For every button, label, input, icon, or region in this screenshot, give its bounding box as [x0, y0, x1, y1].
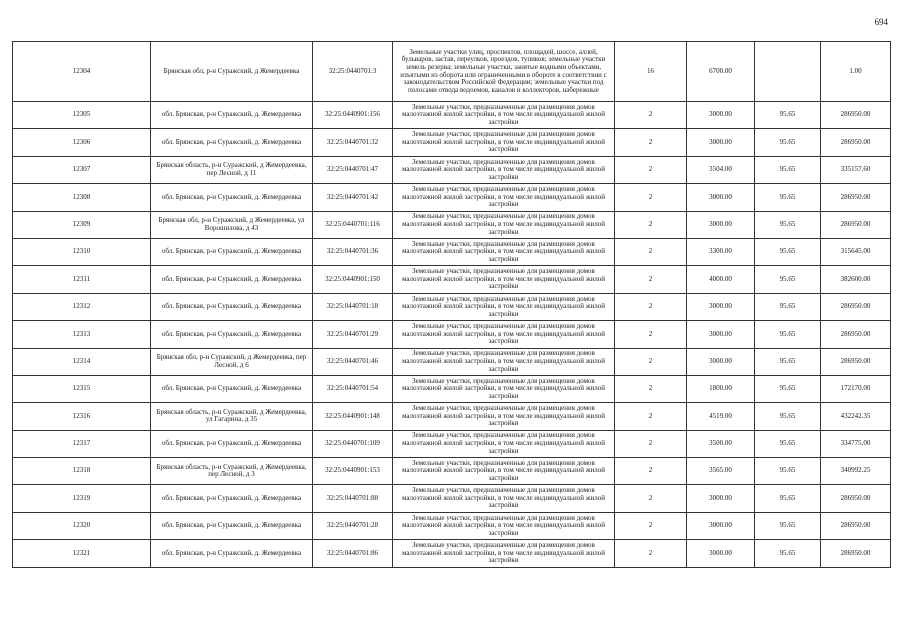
table-row: [13, 375, 891, 402]
table-row: [13, 156, 891, 183]
cadastral-number-cell: 32:25:0440701:36: [313, 238, 393, 265]
cadastral-value-cell: 286950.00: [821, 485, 891, 512]
table-row: [13, 42, 891, 102]
rate-cell: 95.65: [755, 184, 821, 211]
table-row: [13, 403, 891, 430]
land-purpose-cell: Земельные участки, предназначенные для размещения домов малоэтажной жилой застройки, в том числе индивидуальной жилой застройки: [393, 238, 615, 265]
record-id-cell: 12306: [13, 129, 151, 156]
cadastral-number-cell: 32:25:0440701:54: [313, 375, 393, 402]
address-cell: Брянская область, р-н Суражский, д Жемердеевка, пер Лесной, д 3: [151, 458, 313, 485]
record-id-cell: 12317: [13, 430, 151, 457]
rate-cell: [755, 42, 821, 102]
cadastral-number-cell: 32:25:0440701:3: [313, 42, 393, 102]
area-cell: 4519.00: [687, 403, 755, 430]
table-row: [13, 211, 891, 238]
table-row: [13, 129, 891, 156]
cadastral-number-cell: 32:25:0440901:156: [313, 102, 393, 129]
group-cell: 2: [615, 129, 687, 156]
land-purpose-cell: Земельные участки, предназначенные для размещения домов малоэтажной жилой застройки, в том числе индивидуальной жилой застройки: [393, 156, 615, 183]
land-purpose-cell: Земельные участки, предназначенные для размещения домов малоэтажной жилой застройки, в том числе индивидуальной жилой застройки: [393, 211, 615, 238]
rate-cell: 95.65: [755, 403, 821, 430]
rate-cell: 95.65: [755, 512, 821, 539]
address-cell: обл. Брянская, р-н Суражский, д. Жемердеевка: [151, 184, 313, 211]
area-cell: 3000.00: [687, 293, 755, 320]
area-cell: 3000.00: [687, 321, 755, 348]
land-purpose-cell: Земельные участки, предназначенные для размещения домов малоэтажной жилой застройки, в том числе индивидуальной жилой застройки: [393, 375, 615, 402]
area-cell: 3504.00: [687, 156, 755, 183]
table-row: [13, 102, 891, 129]
table-row: [13, 266, 891, 293]
record-id-cell: 12310: [13, 238, 151, 265]
area-cell: 3000.00: [687, 102, 755, 129]
land-purpose-cell: Земельные участки, предназначенные для размещения домов малоэтажной жилой застройки, в том числе индивидуальной жилой застройки: [393, 348, 615, 375]
rate-cell: 95.65: [755, 540, 821, 567]
group-cell: 2: [615, 156, 687, 183]
cadastral-value-cell: 315645.00: [821, 238, 891, 265]
cadastral-value-cell: 286950.00: [821, 211, 891, 238]
cadastral-value-cell: 382600.00: [821, 266, 891, 293]
group-cell: 2: [615, 403, 687, 430]
page-number: 694: [874, 17, 888, 27]
record-id-cell: 12320: [13, 512, 151, 539]
group-cell: 2: [615, 321, 687, 348]
cadastral-number-cell: 32:25:0440901:150: [313, 266, 393, 293]
record-id-cell: 12314: [13, 348, 151, 375]
land-purpose-cell: Земельные участки, предназначенные для размещения домов малоэтажной жилой застройки, в том числе индивидуальной жилой застройки: [393, 184, 615, 211]
rate-cell: 95.65: [755, 485, 821, 512]
table-row: [13, 512, 891, 539]
cadastral-value-cell: 286950.00: [821, 321, 891, 348]
record-id-cell: 12304: [13, 42, 151, 102]
rate-cell: 95.65: [755, 348, 821, 375]
table-row: [13, 184, 891, 211]
land-purpose-cell: Земельные участки, предназначенные для размещения домов малоэтажной жилой застройки, в том числе индивидуальной жилой застройки: [393, 540, 615, 567]
address-cell: Брянская обл, р-н Суражский, д Жемердеевка: [151, 42, 313, 102]
land-purpose-cell: Земельные участки, предназначенные для размещения домов малоэтажной жилой застройки, в том числе индивидуальной жилой застройки: [393, 403, 615, 430]
cadastral-value-cell: 432242.35: [821, 403, 891, 430]
cadastral-value-cell: 286950.00: [821, 540, 891, 567]
area-cell: 3000.00: [687, 485, 755, 512]
group-cell: 2: [615, 485, 687, 512]
address-cell: обл. Брянская, р-н Суражский, д. Жемердеевка: [151, 430, 313, 457]
rate-cell: 95.65: [755, 375, 821, 402]
rate-cell: 95.65: [755, 156, 821, 183]
group-cell: 16: [615, 42, 687, 102]
rate-cell: 95.65: [755, 238, 821, 265]
rate-cell: 95.65: [755, 211, 821, 238]
land-purpose-cell: Земельные участки, предназначенные для размещения домов малоэтажной жилой застройки, в том числе индивидуальной жилой застройки: [393, 512, 615, 539]
cadastral-value-cell: 172170.00: [821, 375, 891, 402]
group-cell: 2: [615, 458, 687, 485]
area-cell: 3500.00: [687, 430, 755, 457]
area-cell: 3000.00: [687, 512, 755, 539]
cadastral-number-cell: 32:25:0440701:46: [313, 348, 393, 375]
area-cell: 3000.00: [687, 129, 755, 156]
area-cell: 4000.00: [687, 266, 755, 293]
address-cell: обл. Брянская, р-н Суражский, д. Жемердеевка: [151, 238, 313, 265]
cadastral-value-cell: 286950.00: [821, 184, 891, 211]
cadastral-value-cell: 286950.00: [821, 348, 891, 375]
rate-cell: 95.65: [755, 266, 821, 293]
address-cell: обл. Брянская, р-н Суражский, д. Жемердеевка: [151, 540, 313, 567]
cadastral-number-cell: 32:25:0440701:47: [313, 156, 393, 183]
land-purpose-cell: Земельные участки, предназначенные для размещения домов малоэтажной жилой застройки, в том числе индивидуальной жилой застройки: [393, 430, 615, 457]
group-cell: 2: [615, 375, 687, 402]
record-id-cell: 12313: [13, 321, 151, 348]
address-cell: Брянская область, р-н Суражский, д Жемердеевка, пер Лесной, д 11: [151, 156, 313, 183]
record-id-cell: 12321: [13, 540, 151, 567]
land-registry-table: [12, 41, 891, 568]
group-cell: 2: [615, 266, 687, 293]
cadastral-number-cell: 32:25:0440701:28: [313, 512, 393, 539]
address-cell: обл. Брянская, р-н Суражский, д. Жемердеевка: [151, 266, 313, 293]
address-cell: Брянская обл, р-н Суражский, д Жемердеевка, ул Ворошилова, д 43: [151, 211, 313, 238]
rate-cell: 95.65: [755, 293, 821, 320]
address-cell: обл. Брянская, р-н Суражский, д. Жемердеевка: [151, 102, 313, 129]
cadastral-value-cell: 1.00: [821, 42, 891, 102]
table-row: [13, 430, 891, 457]
table-row: [13, 485, 891, 512]
group-cell: 2: [615, 348, 687, 375]
cadastral-number-cell: 32:25:0440701:88: [313, 485, 393, 512]
cadastral-number-cell: 32:25:0440701:42: [313, 184, 393, 211]
address-cell: обл. Брянская, р-н Суражский, д. Жемердеевка: [151, 321, 313, 348]
address-cell: обл. Брянская, р-н Суражский, д. Жемердеевка: [151, 512, 313, 539]
address-cell: обл. Брянская, р-н Суражский, д. Жемердеевка: [151, 129, 313, 156]
area-cell: 3000.00: [687, 184, 755, 211]
area-cell: 3300.00: [687, 238, 755, 265]
cadastral-value-cell: 286950.00: [821, 293, 891, 320]
cadastral-value-cell: 334775.00: [821, 430, 891, 457]
area-cell: 6700.00: [687, 42, 755, 102]
land-purpose-cell: Земельные участки, предназначенные для размещения домов малоэтажной жилой застройки, в том числе индивидуальной жилой застройки: [393, 321, 615, 348]
land-purpose-cell: Земельные участки улиц, проспектов, площадей, шоссе, аллей, бульваров, застав, переулков, проездов, тупиков; земельные участки земель резерва; земельные участки, занятые водными объектами, изъятыми из оборота или ограниченными в обороте в соответствии с законодательством Российской Федерации; земельные участки под полосами отвода водоемов, каналов и коллекторов, набережные: [393, 42, 615, 102]
record-id-cell: 12308: [13, 184, 151, 211]
record-id-cell: 12312: [13, 293, 151, 320]
record-id-cell: 12315: [13, 375, 151, 402]
land-purpose-cell: Земельные участки, предназначенные для размещения домов малоэтажной жилой застройки, в том числе индивидуальной жилой застройки: [393, 485, 615, 512]
cadastral-number-cell: 32:25:0440701:86: [313, 540, 393, 567]
land-purpose-cell: Земельные участки, предназначенные для размещения домов малоэтажной жилой застройки, в том числе индивидуальной жилой застройки: [393, 102, 615, 129]
table-row: [13, 348, 891, 375]
group-cell: 2: [615, 211, 687, 238]
land-purpose-cell: Земельные участки, предназначенные для размещения домов малоэтажной жилой застройки, в том числе индивидуальной жилой застройки: [393, 129, 615, 156]
cadastral-value-cell: 335157.60: [821, 156, 891, 183]
area-cell: 3565.00: [687, 458, 755, 485]
table-row: [13, 458, 891, 485]
rate-cell: 95.65: [755, 321, 821, 348]
cadastral-number-cell: 32:25:0440701:18: [313, 293, 393, 320]
address-cell: обл. Брянская, р-н Суражский, д. Жемердеевка: [151, 485, 313, 512]
rate-cell: 95.65: [755, 129, 821, 156]
area-cell: 3000.00: [687, 348, 755, 375]
cadastral-number-cell: 32:25:0440901:148: [313, 403, 393, 430]
cadastral-value-cell: 286950.00: [821, 102, 891, 129]
address-cell: обл. Брянская, р-н Суражский, д. Жемердеевка: [151, 375, 313, 402]
record-id-cell: 12319: [13, 485, 151, 512]
cadastral-number-cell: 32:25:0440701:116: [313, 211, 393, 238]
area-cell: 3000.00: [687, 540, 755, 567]
group-cell: 2: [615, 102, 687, 129]
cadastral-value-cell: 286950.00: [821, 512, 891, 539]
rate-cell: 95.65: [755, 102, 821, 129]
address-cell: Брянская обл, р-н Суражский, д Жемердеевка, пер Лесной, д 6: [151, 348, 313, 375]
table-row: [13, 293, 891, 320]
cadastral-number-cell: 32:25:0440901:153: [313, 458, 393, 485]
cadastral-value-cell: 286950.00: [821, 129, 891, 156]
group-cell: 2: [615, 512, 687, 539]
record-id-cell: 12316: [13, 403, 151, 430]
area-cell: 3000.00: [687, 211, 755, 238]
land-purpose-cell: Земельные участки, предназначенные для размещения домов малоэтажной жилой застройки, в том числе индивидуальной жилой застройки: [393, 458, 615, 485]
land-purpose-cell: Земельные участки, предназначенные для размещения домов малоэтажной жилой застройки, в том числе индивидуальной жилой застройки: [393, 266, 615, 293]
group-cell: 2: [615, 540, 687, 567]
address-cell: обл. Брянская, р-н Суражский, д. Жемердеевка: [151, 293, 313, 320]
table-row: [13, 321, 891, 348]
record-id-cell: 12305: [13, 102, 151, 129]
record-id-cell: 12309: [13, 211, 151, 238]
rate-cell: 95.65: [755, 430, 821, 457]
group-cell: 2: [615, 238, 687, 265]
record-id-cell: 12311: [13, 266, 151, 293]
table-row: [13, 540, 891, 567]
cadastral-number-cell: 32:25:0440701:29: [313, 321, 393, 348]
cadastral-value-cell: 340992.25: [821, 458, 891, 485]
cadastral-number-cell: 32:25:0440701:109: [313, 430, 393, 457]
cadastral-number-cell: 32:25:0440701:32: [313, 129, 393, 156]
group-cell: 2: [615, 293, 687, 320]
area-cell: 1800.00: [687, 375, 755, 402]
group-cell: 2: [615, 184, 687, 211]
rate-cell: 95.65: [755, 458, 821, 485]
record-id-cell: 12318: [13, 458, 151, 485]
table-row: [13, 238, 891, 265]
group-cell: 2: [615, 430, 687, 457]
land-purpose-cell: Земельные участки, предназначенные для размещения домов малоэтажной жилой застройки, в том числе индивидуальной жилой застройки: [393, 293, 615, 320]
address-cell: Брянская область, р-н Суражский, д Жемердеевка, ул Гагарина, д 35: [151, 403, 313, 430]
record-id-cell: 12307: [13, 156, 151, 183]
